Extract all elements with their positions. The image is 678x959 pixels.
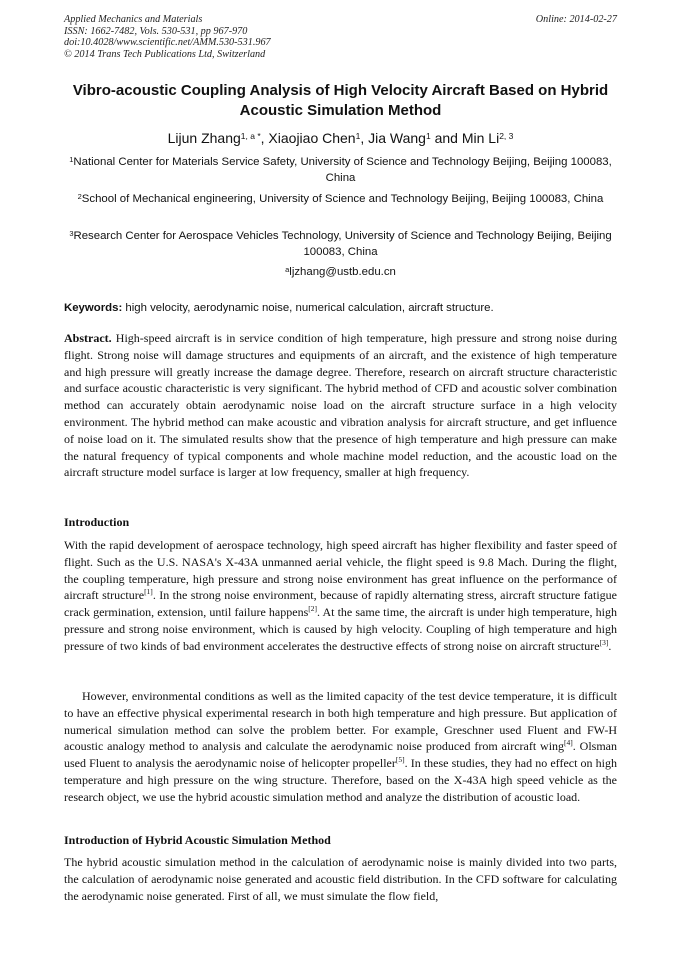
- citation-ref: [2]: [308, 604, 317, 614]
- author-affil-mark: 1: [355, 131, 361, 141]
- affiliation-text: School of Mechanical engineering, University of Science and Technology Beijing, Beijing 100083, China: [81, 193, 604, 205]
- affiliation-mark: 2: [77, 192, 82, 201]
- affiliation-3: [64, 228, 617, 260]
- affiliation-mark: 3: [69, 229, 74, 238]
- citation-ref: [4]: [564, 738, 573, 748]
- author-separator: and: [430, 130, 462, 146]
- paragraph-text: . In these studies, they had no effect on high temperature and high pressure on the wing structure. Therefore, based on the X-43A high speed vehicle as the research object, we use the hybrid acoustic simulation method and analyze the distribution of acoustic load.: [64, 756, 617, 804]
- author-name: Min Li: [461, 130, 500, 146]
- affiliation-1: [64, 154, 617, 186]
- abstract: [64, 330, 617, 481]
- keywords-text: high velocity, aerodynamic noise, numerical calculation, aircraft structure.: [122, 302, 494, 314]
- author-email: [64, 264, 617, 280]
- author-affil-mark: 1: [425, 131, 431, 141]
- affiliation-mark: 1: [69, 155, 74, 164]
- abstract-label: Abstract.: [64, 331, 112, 345]
- section-heading-introduction: Introduction: [64, 515, 130, 529]
- doi-line: doi:10.4028/www.scientific.net/AMM.530-531.967: [64, 37, 271, 49]
- abstract-text: High-speed aircraft is in service condition of high temperature, high pressure and strong noise during flight. Strong noise will damage structures and equipments of an aircraft, and the existence of high temperature and high pressure will greatly increase the damage degree. Therefore, research on aircraft structure characteristic and surface acoustic characteristic is very significant. The hybrid method of CFD and acoustic solver combination method can accurately obtain aerodynamic noise load on the aircraft structure surface in a high velocity environment. The hybrid method can make acoustic and vibration analysis for aircraft structure, and get influence of noise load on it. The simulated results show that the presence of high temperature and high pressure can make the natural frequency of typical components and whole machine model reduction, and the acoustic load on the aircraft structure model surface is larger at low frequency, smaller at high frequency.: [64, 331, 617, 480]
- author-name: Xiaojiao Chen: [268, 130, 356, 146]
- paragraph-text: . At the same time, the aircraft is under high temperature, high pressure and strong noise environment, which is caused by high velocity. Coupling of high temperature and high pressure of two kinds of bad environment accelerates the destructive effects of strong noise on aircraft structure: [64, 605, 617, 653]
- author-separator: ,: [360, 130, 369, 146]
- citation-ref: [3]: [599, 637, 609, 647]
- affiliation-mark: a: [285, 265, 290, 274]
- intro-paragraph-2: [64, 688, 617, 806]
- keywords: [64, 300, 617, 316]
- email-text: ljzhang@ustb.edu.cn: [289, 266, 396, 278]
- keywords-label: Keywords:: [64, 302, 123, 314]
- intro-paragraph-1: [64, 537, 617, 655]
- affiliation-text: National Center for Materials Service Safety, University of Science and Technology Beijing, Beijing 100083, China: [73, 156, 612, 184]
- author-name: Lijun Zhang: [167, 130, 241, 146]
- affiliation-2: [64, 191, 617, 207]
- paragraph-text: . Olsman used Fluent to analysis the aerodynamic noise of helicopter propeller: [64, 739, 617, 771]
- citation-ref: [1]: [144, 587, 153, 597]
- affiliation-text: Research Center for Aerospace Vehicles Technology, University of Science and Technology Beijing, Beijing 100083, China: [73, 230, 612, 258]
- citation-ref: [5]: [395, 755, 405, 765]
- author-list: [64, 129, 617, 147]
- paragraph-text: However, environmental conditions as well as the limited capacity of the test device temperature, it is difficult to have an effective physical experimental research in both high temperature and high pressure. But application of numerical simulation method can solve the problem better. For example, Greschner used Fluent and FW-H acoustic analogy method to analysis and calculate the aerodynamic noise produced from aircraft wing: [64, 689, 617, 754]
- paragraph-text: . In the strong noise environment, because of rapidly alternating stress, aircraft structure fatigue crack germination, extension, until failure happens: [64, 588, 617, 620]
- paragraph-text: With the rapid development of aerospace technology, high speed aircraft has higher flexibility and faster speed of flight. Such as the U.S. NASA's X-43A unmanned aerial vehicle, the flight speed is 9.8 Mach. During the flight, the coupling temperature, high pressure and strong noise environment has great influence on the performance of aircraft structure: [64, 538, 617, 603]
- journal-header: [64, 14, 617, 60]
- section-heading-hybrid-method: Introduction of Hybrid Acoustic Simulation Method: [64, 833, 331, 847]
- paper-title: Vibro-acoustic Coupling Analysis of High Velocity Aircraft Based on Hybrid Acoustic Simulation Method: [72, 82, 609, 119]
- author-affil-mark: 2, 3: [499, 131, 514, 141]
- author-affil-mark: 1, a *: [240, 131, 261, 141]
- journal-name: Applied Mechanics and Materials: [64, 14, 203, 25]
- online-date: Online: 2014-02-27: [535, 14, 617, 25]
- author-separator: ,: [260, 130, 269, 146]
- issn-line: ISSN: 1662-7482, Vols. 530-531, pp 967-970: [64, 25, 248, 37]
- paragraph-text: .: [608, 638, 612, 653]
- hybrid-paragraph-1: The hybrid acoustic simulation method in the calculation of aerodynamic noise is mainly divided into two parts, the calculation of aerodynamic noise generated and acoustic field distribution. In the CFD software for calculating the aerodynamic noise generated. First of all, we must simulate the flow field,: [64, 855, 617, 903]
- author-name: Jia Wang: [368, 130, 426, 146]
- copyright-line: © 2014 Trans Tech Publications Ltd, Switzerland: [64, 48, 266, 60]
